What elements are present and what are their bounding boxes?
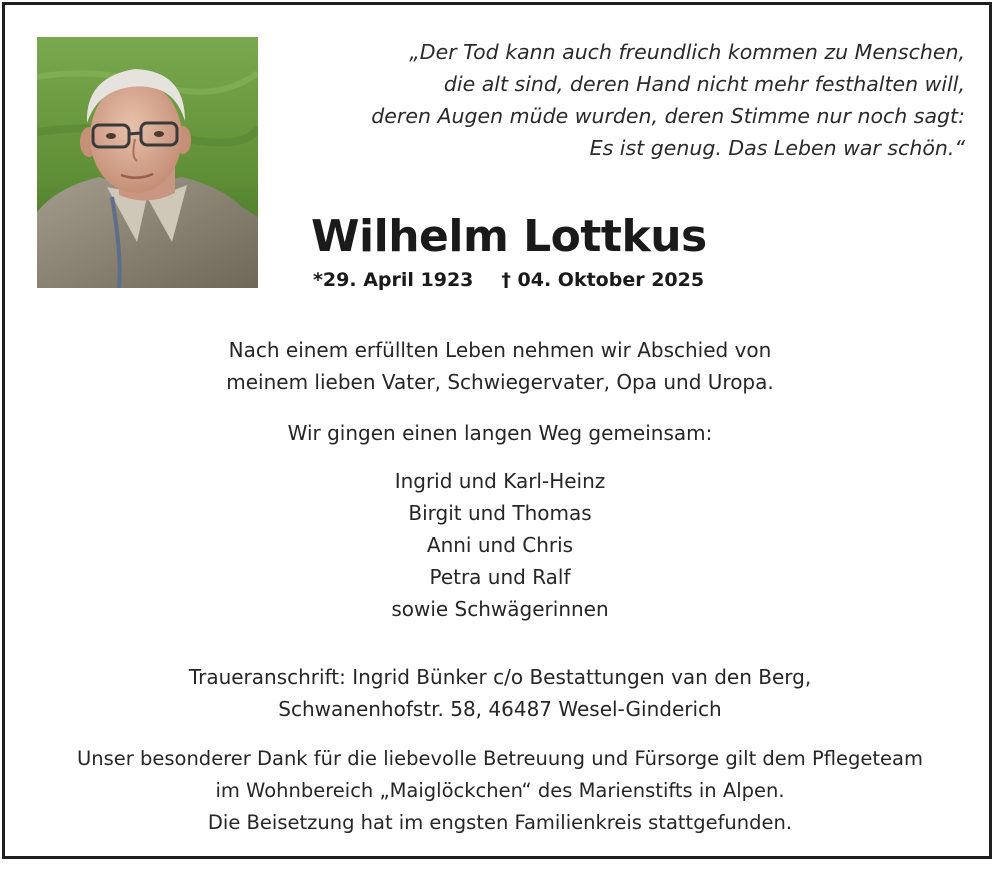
thanks-line: Unser besonderer Dank für die liebevolle Betreuung und Fürsorge gilt dem Pflegeteam <box>76 747 923 770</box>
farewell-line: meinem lieben Vater, Schwiegervater, Opa und Uropa. <box>226 370 774 394</box>
quote-line: die alt sind, deren Hand nicht mehr festhalten will, <box>443 72 965 96</box>
thanks-text <box>0 743 1000 839</box>
farewell-line: Nach einem erfüllten Leben nehmen wir Abschied von <box>228 338 772 362</box>
memorial-quote <box>325 36 965 164</box>
address-line: Schwanenhofstr. 58, 46487 Wesel-Ginderich <box>278 697 722 721</box>
death-date: † 04. Oktober 2025 <box>501 269 705 291</box>
together-line <box>0 417 1000 449</box>
mourner-entry: Birgit und Thomas <box>408 501 592 525</box>
quote-line: „Der Tod kann auch freundlich kommen zu Menschen, <box>409 40 965 64</box>
mourner-entry: sowie Schwägerinnen <box>391 597 609 621</box>
deceased-name: Wilhelm Lottkus <box>311 211 707 262</box>
mourners-list <box>0 465 1000 625</box>
birth-date: *29. April 1923 <box>313 269 474 291</box>
thanks-line: Die Beisetzung hat im engsten Familienkreis stattgefunden. <box>207 811 793 834</box>
mourner-entry: Anni und Chris <box>426 533 574 557</box>
mourner-entry: Ingrid und Karl-Heinz <box>394 469 606 493</box>
together-text: Wir gingen einen langen Weg gemeinsam: <box>287 421 713 445</box>
quote-line: Es ist genug. Das Leben war schön.“ <box>589 136 965 160</box>
farewell-text <box>0 334 1000 398</box>
mourning-address <box>0 661 1000 725</box>
thanks-line: im Wohnbereich „Maiglöckchen“ des Marienstifts in Alpen. <box>215 779 785 802</box>
address-line: Traueranschrift: Ingrid Bünker c/o Bestattungen van den Berg, <box>188 665 812 689</box>
life-dates <box>313 266 704 294</box>
quote-line: deren Augen müde wurden, deren Stimme nur noch sagt: <box>371 104 965 128</box>
mourner-entry: Petra und Ralf <box>429 565 571 589</box>
portrait-photo <box>37 37 258 288</box>
